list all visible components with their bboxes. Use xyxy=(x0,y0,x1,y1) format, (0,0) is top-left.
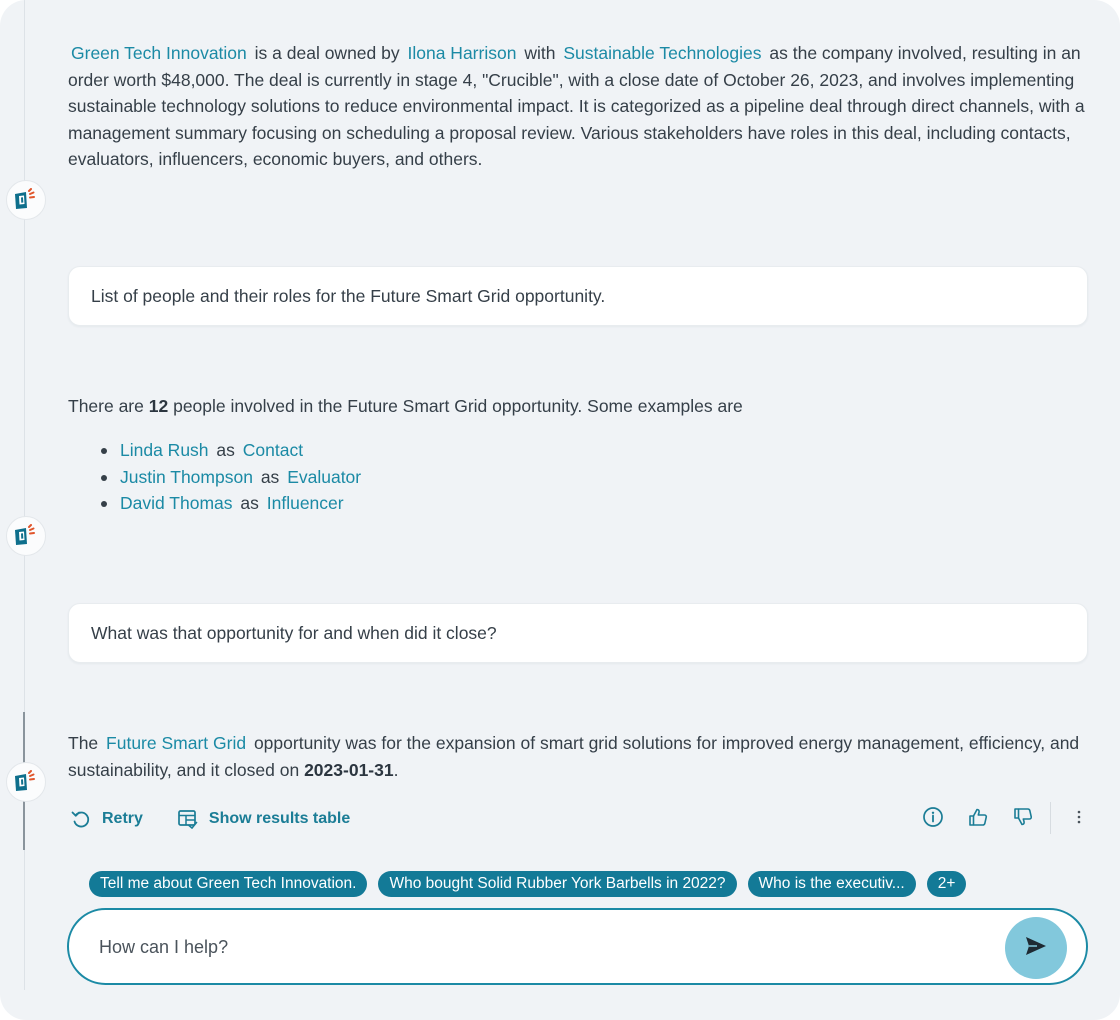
message-text: is a deal owned by xyxy=(254,43,400,63)
info-icon xyxy=(922,806,944,833)
more-button[interactable] xyxy=(1066,806,1092,832)
send-button[interactable] xyxy=(1005,917,1067,979)
thumbs-up-button[interactable] xyxy=(965,806,991,832)
role-link[interactable]: Evaluator xyxy=(287,466,362,487)
retry-button[interactable] xyxy=(70,809,143,829)
composer xyxy=(67,908,1088,985)
retry-label: Retry xyxy=(102,810,143,827)
deal-link[interactable]: Green Tech Innovation xyxy=(71,43,247,63)
divider xyxy=(1050,802,1051,834)
owner-link[interactable]: Ilona Harrison xyxy=(407,43,517,63)
person-link[interactable]: David Thomas xyxy=(120,493,233,514)
retry-icon xyxy=(70,809,92,829)
role-link[interactable]: Contact xyxy=(242,440,304,460)
info-button[interactable] xyxy=(920,806,946,832)
assistant-avatar xyxy=(6,762,46,802)
more-suggestions-chip[interactable]: 2+ xyxy=(927,871,967,897)
close-date: 2023-01-31 xyxy=(304,759,394,780)
assistant-logo-icon xyxy=(13,770,39,794)
suggestion-chip[interactable]: Who bought Solid Rubber York Barbells in 2022? xyxy=(378,871,736,897)
show-results-table-button[interactable] xyxy=(177,809,350,829)
list-item xyxy=(100,490,364,517)
message-text: people involved in the Future Smart Grid opportunity. Some examples are xyxy=(173,396,743,416)
suggestion-chip[interactable]: Tell me about Green Tech Innovation. xyxy=(89,871,367,897)
list-item xyxy=(100,464,364,491)
suggestion-chips xyxy=(89,871,966,897)
message-text: with xyxy=(524,43,556,63)
opportunity-link[interactable]: Future Smart Grid xyxy=(106,733,247,753)
people-count: 12 xyxy=(148,396,169,416)
thumbs-down-button[interactable] xyxy=(1010,806,1036,832)
table-icon xyxy=(177,809,199,829)
show-results-table-label: Show results table xyxy=(208,810,351,827)
list-item-sep: as xyxy=(260,466,280,487)
company-link[interactable]: Sustainable Technologies xyxy=(563,43,762,63)
user-prompt-text: List of people and their roles for the Future Smart Grid opportunity. xyxy=(91,285,606,306)
message-text: opportunity was for the expansion of smart grid solutions for improved energy management, efficiency, and sustainability, and it closed on xyxy=(68,733,1080,780)
more-vertical-icon xyxy=(1076,809,1082,830)
message-text: . xyxy=(393,759,399,780)
message-text: There are xyxy=(68,396,144,416)
list-item-sep: as xyxy=(240,493,259,514)
people-list xyxy=(100,437,364,517)
send-icon xyxy=(1024,935,1048,962)
message-text: The xyxy=(68,733,99,753)
assistant-logo-icon xyxy=(13,524,39,548)
assistant-avatar xyxy=(6,516,46,556)
person-link[interactable]: Justin Thompson xyxy=(120,466,253,487)
message-text: as the company involved, resulting in an order worth $48,000. The deal is currently in stage 4, "Crucible", with a close date of October 26, 2023, and involves implementing sustainable technology solutions to reduce environmental impact. It is categorized as a pipeline deal through direct channels, with a management summary focusing on scheduling a proposal review. Various stakeholders have roles in this deal, including contacts, evaluators, influencers, economic buyers, and others. xyxy=(68,43,1085,170)
message-input[interactable] xyxy=(99,932,979,962)
message-actions xyxy=(70,806,384,832)
assistant-logo-icon xyxy=(13,188,39,212)
assistant-message xyxy=(68,393,1088,420)
person-link[interactable]: Linda Rush xyxy=(120,440,209,460)
list-item-sep: as xyxy=(216,440,235,460)
user-prompt xyxy=(68,603,1088,663)
role-link[interactable]: Influencer xyxy=(266,493,344,514)
user-prompt-text: What was that opportunity for and when did it close? xyxy=(91,622,497,643)
user-prompt xyxy=(68,266,1088,326)
assistant-avatar xyxy=(6,180,46,220)
list-item xyxy=(100,437,364,464)
thumbs-down-icon xyxy=(1012,806,1034,833)
thumbs-up-icon xyxy=(967,806,989,833)
assistant-message xyxy=(68,40,1088,173)
assistant-message xyxy=(68,730,1088,783)
suggestion-chip[interactable]: Who is the executiv... xyxy=(748,871,916,897)
